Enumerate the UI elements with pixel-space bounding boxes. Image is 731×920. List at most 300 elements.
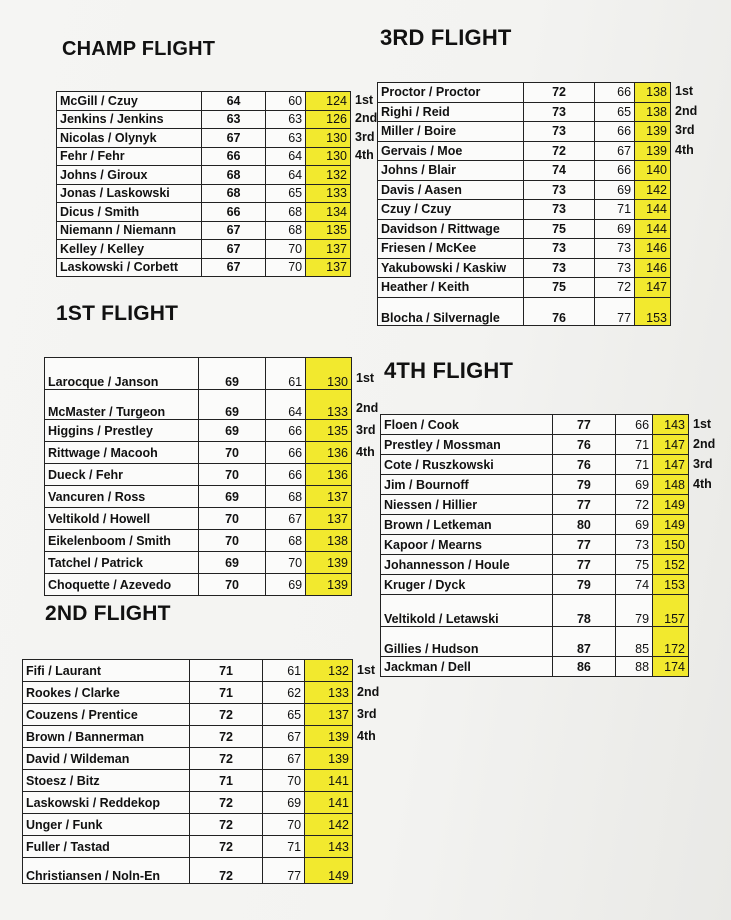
- team-name: Friesen / McKee: [378, 239, 524, 259]
- team-name: Laskowski / Reddekop: [23, 792, 190, 814]
- round-2-score: 70: [266, 240, 306, 259]
- team-name: Tatchel / Patrick: [45, 552, 199, 574]
- team-name: Couzens / Prentice: [23, 704, 190, 726]
- round-2-score: 64: [266, 390, 306, 420]
- total-score: 139: [306, 574, 352, 596]
- placement-label: 1st: [355, 92, 374, 107]
- result-row: [45, 574, 352, 596]
- total-score: 152: [653, 555, 689, 575]
- result-row: [57, 221, 351, 240]
- team-name: Righi / Reid: [378, 102, 524, 122]
- result-row: [23, 682, 353, 704]
- total-score: 172: [653, 627, 689, 657]
- round-1-score: 73: [523, 258, 594, 278]
- round-1-score: 71: [189, 660, 263, 682]
- round-1-score: 70: [198, 464, 266, 486]
- total-score: 138: [635, 83, 671, 103]
- round-1-score: 80: [552, 515, 616, 535]
- total-score: 137: [306, 486, 352, 508]
- round-2-score: 72: [595, 278, 635, 298]
- team-name: Yakubowski / Kaskiw: [378, 258, 524, 278]
- result-row: [45, 508, 352, 530]
- placement-label: 2nd: [693, 436, 716, 451]
- round-1-score: 70: [198, 530, 266, 552]
- round-2-score: 68: [266, 221, 306, 240]
- round-2-score: 70: [266, 258, 306, 277]
- round-2-score: 66: [595, 122, 635, 142]
- round-2-score: 75: [616, 555, 653, 575]
- round-1-score: 74: [523, 161, 594, 181]
- team-name: Davidson / Rittwage: [378, 219, 524, 239]
- total-score: 149: [653, 495, 689, 515]
- round-1-score: 86: [552, 657, 616, 677]
- placement-label: 3rd: [356, 422, 376, 437]
- result-row: [378, 122, 671, 142]
- result-row: [381, 415, 689, 435]
- champ-flight-table: [56, 91, 351, 277]
- result-row: [45, 358, 352, 390]
- round-1-score: 77: [552, 555, 616, 575]
- round-2-score: 70: [263, 770, 305, 792]
- team-name: Proctor / Proctor: [378, 83, 524, 103]
- round-2-score: 66: [266, 420, 306, 442]
- team-name: Brown / Bannerman: [23, 726, 190, 748]
- total-score: 130: [306, 358, 352, 390]
- team-name: Heather / Keith: [378, 278, 524, 298]
- team-name: Rookes / Clarke: [23, 682, 190, 704]
- total-score: 139: [635, 141, 671, 161]
- round-2-score: 71: [263, 836, 305, 858]
- result-row: [378, 219, 671, 239]
- total-score: 146: [635, 258, 671, 278]
- placement-label: 4th: [355, 148, 374, 163]
- result-row: [57, 129, 351, 148]
- round-2-score: 69: [595, 219, 635, 239]
- placement-label: 2nd: [355, 111, 378, 126]
- result-row: [378, 141, 671, 161]
- team-name: Dicus / Smith: [57, 203, 202, 222]
- round-2-score: 85: [616, 627, 653, 657]
- team-name: Fifi / Laurant: [23, 660, 190, 682]
- result-row: [23, 748, 353, 770]
- result-row: [378, 102, 671, 122]
- round-1-score: 69: [198, 486, 266, 508]
- total-score: 124: [306, 92, 351, 111]
- round-1-score: 67: [201, 221, 266, 240]
- result-row: [45, 552, 352, 574]
- round-1-score: 70: [198, 508, 266, 530]
- third-flight-table: [377, 82, 671, 326]
- round-2-score: 68: [266, 486, 306, 508]
- placement-label: 2nd: [357, 684, 380, 699]
- result-row: [381, 455, 689, 475]
- round-1-score: 76: [552, 455, 616, 475]
- round-2-score: 61: [263, 660, 305, 682]
- total-score: 136: [306, 464, 352, 486]
- result-row: [23, 792, 353, 814]
- total-score: 138: [306, 530, 352, 552]
- placement-label: 4th: [675, 142, 694, 157]
- round-2-score: 60: [266, 92, 306, 111]
- total-score: 142: [305, 814, 353, 836]
- team-name: Choquette / Azevedo: [45, 574, 199, 596]
- round-1-score: 73: [523, 180, 594, 200]
- round-1-score: 73: [523, 239, 594, 259]
- round-1-score: 67: [201, 129, 266, 148]
- round-2-score: 64: [266, 166, 306, 185]
- team-name: Vancuren / Ross: [45, 486, 199, 508]
- team-name: Eikelenboom / Smith: [45, 530, 199, 552]
- team-name: Gillies / Hudson: [381, 627, 553, 657]
- total-score: 147: [635, 278, 671, 298]
- round-2-score: 69: [266, 574, 306, 596]
- team-name: Stoesz / Bitz: [23, 770, 190, 792]
- champ-flight-title: CHAMP FLIGHT: [62, 38, 216, 60]
- team-name: Prestley / Mossman: [381, 435, 553, 455]
- total-score: 132: [306, 166, 351, 185]
- round-2-score: 71: [595, 200, 635, 220]
- round-1-score: 68: [201, 166, 266, 185]
- round-1-score: 69: [198, 390, 266, 420]
- round-1-score: 63: [201, 110, 266, 129]
- result-row: [23, 704, 353, 726]
- total-score: 137: [306, 240, 351, 259]
- result-row: [381, 627, 689, 657]
- round-2-score: 65: [266, 184, 306, 203]
- total-score: 149: [653, 515, 689, 535]
- team-name: Higgins / Prestley: [45, 420, 199, 442]
- total-score: 142: [635, 180, 671, 200]
- result-row: [57, 147, 351, 166]
- result-row: [23, 814, 353, 836]
- placement-label: 3rd: [357, 706, 377, 721]
- round-1-score: 87: [552, 627, 616, 657]
- result-row: [378, 239, 671, 259]
- round-1-score: 67: [201, 240, 266, 259]
- round-1-score: 77: [552, 415, 616, 435]
- result-row: [378, 161, 671, 181]
- total-score: 147: [653, 435, 689, 455]
- round-1-score: 72: [189, 858, 263, 884]
- round-2-score: 67: [595, 141, 635, 161]
- round-1-score: 77: [552, 495, 616, 515]
- round-2-score: 69: [263, 792, 305, 814]
- total-score: 141: [305, 792, 353, 814]
- team-name: Nicolas / Olynyk: [57, 129, 202, 148]
- result-row: [378, 180, 671, 200]
- round-2-score: 74: [616, 575, 653, 595]
- result-row: [378, 278, 671, 298]
- result-row: [23, 770, 353, 792]
- round-2-score: 70: [266, 552, 306, 574]
- round-2-score: 73: [595, 258, 635, 278]
- total-score: 130: [306, 129, 351, 148]
- round-1-score: 72: [189, 704, 263, 726]
- round-1-score: 69: [198, 358, 266, 390]
- total-score: 135: [306, 221, 351, 240]
- result-row: [57, 203, 351, 222]
- round-2-score: 63: [266, 110, 306, 129]
- total-score: 133: [306, 184, 351, 203]
- placement-label: 2nd: [356, 400, 379, 415]
- round-1-score: 72: [189, 748, 263, 770]
- result-row: [45, 390, 352, 420]
- round-2-score: 72: [616, 495, 653, 515]
- round-1-score: 66: [201, 203, 266, 222]
- round-2-score: 69: [616, 515, 653, 535]
- total-score: 141: [305, 770, 353, 792]
- round-1-score: 72: [189, 726, 263, 748]
- placement-label: 4th: [693, 476, 712, 491]
- team-name: Kelley / Kelley: [57, 240, 202, 259]
- total-score: 144: [635, 219, 671, 239]
- result-row: [57, 184, 351, 203]
- second-flight-table: [22, 659, 353, 884]
- result-row: [23, 836, 353, 858]
- round-1-score: 72: [189, 792, 263, 814]
- total-score: 147: [653, 455, 689, 475]
- total-score: 135: [306, 420, 352, 442]
- round-2-score: 63: [266, 129, 306, 148]
- round-2-score: 62: [263, 682, 305, 704]
- total-score: 140: [635, 161, 671, 181]
- total-score: 133: [305, 682, 353, 704]
- round-2-score: 73: [595, 239, 635, 259]
- round-1-score: 79: [552, 475, 616, 495]
- round-2-score: 64: [266, 147, 306, 166]
- result-row: [57, 258, 351, 277]
- team-name: Veltikold / Letawski: [381, 595, 553, 627]
- round-2-score: 61: [266, 358, 306, 390]
- total-score: 143: [305, 836, 353, 858]
- total-score: 137: [306, 508, 352, 530]
- result-row: [378, 258, 671, 278]
- total-score: 144: [635, 200, 671, 220]
- result-row: [45, 530, 352, 552]
- round-2-score: 66: [266, 464, 306, 486]
- first-flight-table: [44, 357, 352, 596]
- placement-label: 4th: [356, 444, 375, 459]
- round-2-score: 69: [616, 475, 653, 495]
- result-row: [23, 660, 353, 682]
- team-name: Brown / Letkeman: [381, 515, 553, 535]
- result-row: [381, 535, 689, 555]
- round-2-score: 71: [616, 435, 653, 455]
- round-2-score: 71: [616, 455, 653, 475]
- team-name: Niessen / Hillier: [381, 495, 553, 515]
- team-name: Christiansen / Noln-En: [23, 858, 190, 884]
- total-score: 137: [306, 258, 351, 277]
- round-1-score: 79: [552, 575, 616, 595]
- total-score: 130: [306, 147, 351, 166]
- round-2-score: 77: [595, 297, 635, 325]
- total-score: 138: [635, 102, 671, 122]
- fourth-flight-table: [380, 414, 689, 677]
- round-1-score: 72: [189, 814, 263, 836]
- round-1-score: 75: [523, 278, 594, 298]
- total-score: 148: [653, 475, 689, 495]
- placement-label: 4th: [357, 728, 376, 743]
- team-name: McGill / Czuy: [57, 92, 202, 111]
- round-2-score: 70: [263, 814, 305, 836]
- total-score: 153: [653, 575, 689, 595]
- team-name: Czuy / Czuy: [378, 200, 524, 220]
- round-1-score: 72: [523, 141, 594, 161]
- round-2-score: 88: [616, 657, 653, 677]
- round-1-score: 72: [189, 836, 263, 858]
- round-2-score: 67: [263, 726, 305, 748]
- round-1-score: 69: [198, 552, 266, 574]
- total-score: 157: [653, 595, 689, 627]
- round-2-score: 65: [263, 704, 305, 726]
- result-row: [23, 858, 353, 884]
- result-row: [45, 464, 352, 486]
- total-score: 136: [306, 442, 352, 464]
- round-2-score: 68: [266, 203, 306, 222]
- placement-label: 2nd: [675, 103, 698, 118]
- result-row: [57, 240, 351, 259]
- team-name: Kapoor / Mearns: [381, 535, 553, 555]
- total-score: 134: [306, 203, 351, 222]
- round-1-score: 75: [523, 219, 594, 239]
- team-name: Larocque / Janson: [45, 358, 199, 390]
- round-1-score: 69: [198, 420, 266, 442]
- placement-label: 1st: [675, 84, 694, 99]
- team-name: Fehr / Fehr: [57, 147, 202, 166]
- round-2-score: 73: [616, 535, 653, 555]
- team-name: Blocha / Silvernagle: [378, 297, 524, 325]
- total-score: 153: [635, 297, 671, 325]
- team-name: Cote / Ruszkowski: [381, 455, 553, 475]
- round-1-score: 70: [198, 574, 266, 596]
- total-score: 149: [305, 858, 353, 884]
- team-name: Rittwage / Macooh: [45, 442, 199, 464]
- round-1-score: 70: [198, 442, 266, 464]
- round-2-score: 65: [595, 102, 635, 122]
- round-1-score: 76: [552, 435, 616, 455]
- placement-label: 3rd: [693, 456, 713, 471]
- total-score: 139: [305, 748, 353, 770]
- round-2-score: 68: [266, 530, 306, 552]
- placement-label: 1st: [356, 370, 375, 385]
- total-score: 126: [306, 110, 351, 129]
- placement-label: 3rd: [355, 129, 375, 144]
- total-score: 143: [653, 415, 689, 435]
- round-2-score: 66: [266, 442, 306, 464]
- round-2-score: 66: [616, 415, 653, 435]
- team-name: Gervais / Moe: [378, 141, 524, 161]
- round-2-score: 69: [595, 180, 635, 200]
- result-row: [381, 575, 689, 595]
- team-name: Davis / Aasen: [378, 180, 524, 200]
- result-row: [57, 110, 351, 129]
- team-name: Fuller / Tastad: [23, 836, 190, 858]
- round-1-score: 71: [189, 770, 263, 792]
- total-score: 139: [306, 552, 352, 574]
- result-row: [45, 442, 352, 464]
- round-2-score: 79: [616, 595, 653, 627]
- round-1-score: 73: [523, 200, 594, 220]
- round-1-score: 77: [552, 535, 616, 555]
- round-1-score: 73: [523, 102, 594, 122]
- result-row: [57, 92, 351, 111]
- result-row: [381, 595, 689, 627]
- result-row: [378, 200, 671, 220]
- team-name: David / Wildeman: [23, 748, 190, 770]
- fourth-flight-title: 4TH FLIGHT: [384, 358, 514, 383]
- total-score: 137: [305, 704, 353, 726]
- result-row: [57, 166, 351, 185]
- total-score: 174: [653, 657, 689, 677]
- result-row: [45, 420, 352, 442]
- total-score: 133: [306, 390, 352, 420]
- first-flight-title: 1ST FLIGHT: [56, 302, 179, 325]
- total-score: 132: [305, 660, 353, 682]
- team-name: Miller / Boire: [378, 122, 524, 142]
- placement-label: 1st: [693, 416, 712, 431]
- team-name: Johns / Blair: [378, 161, 524, 181]
- result-row: [378, 83, 671, 103]
- result-row: [45, 486, 352, 508]
- round-1-score: 66: [201, 147, 266, 166]
- total-score: 139: [635, 122, 671, 142]
- result-row: [381, 435, 689, 455]
- placement-label: 3rd: [675, 123, 695, 138]
- round-1-score: 78: [552, 595, 616, 627]
- team-name: Laskowski / Corbett: [57, 258, 202, 277]
- result-row: [381, 657, 689, 677]
- team-name: Jackman / Dell: [381, 657, 553, 677]
- round-2-score: 67: [266, 508, 306, 530]
- round-1-score: 72: [523, 83, 594, 103]
- team-name: Floen / Cook: [381, 415, 553, 435]
- total-score: 146: [635, 239, 671, 259]
- team-name: Johns / Giroux: [57, 166, 202, 185]
- result-row: [381, 495, 689, 515]
- total-score: 139: [305, 726, 353, 748]
- team-name: Jenkins / Jenkins: [57, 110, 202, 129]
- team-name: Johannesson / Houle: [381, 555, 553, 575]
- round-1-score: 73: [523, 122, 594, 142]
- team-name: Dueck / Fehr: [45, 464, 199, 486]
- team-name: Veltikold / Howell: [45, 508, 199, 530]
- third-flight-title: 3RD FLIGHT: [380, 25, 512, 50]
- team-name: McMaster / Turgeon: [45, 390, 199, 420]
- placement-label: 1st: [357, 662, 376, 677]
- team-name: Unger / Funk: [23, 814, 190, 836]
- result-row: [378, 297, 671, 325]
- team-name: Jonas / Laskowski: [57, 184, 202, 203]
- round-2-score: 66: [595, 83, 635, 103]
- round-2-score: 66: [595, 161, 635, 181]
- total-score: 150: [653, 535, 689, 555]
- result-row: [381, 515, 689, 535]
- round-2-score: 67: [263, 748, 305, 770]
- round-1-score: 64: [201, 92, 266, 111]
- round-2-score: 77: [263, 858, 305, 884]
- result-row: [381, 555, 689, 575]
- result-row: [381, 475, 689, 495]
- round-1-score: 67: [201, 258, 266, 277]
- round-1-score: 68: [201, 184, 266, 203]
- second-flight-title: 2ND FLIGHT: [45, 602, 171, 625]
- result-row: [23, 726, 353, 748]
- team-name: Kruger / Dyck: [381, 575, 553, 595]
- round-1-score: 76: [523, 297, 594, 325]
- team-name: Jim / Bournoff: [381, 475, 553, 495]
- round-1-score: 71: [189, 682, 263, 704]
- team-name: Niemann / Niemann: [57, 221, 202, 240]
